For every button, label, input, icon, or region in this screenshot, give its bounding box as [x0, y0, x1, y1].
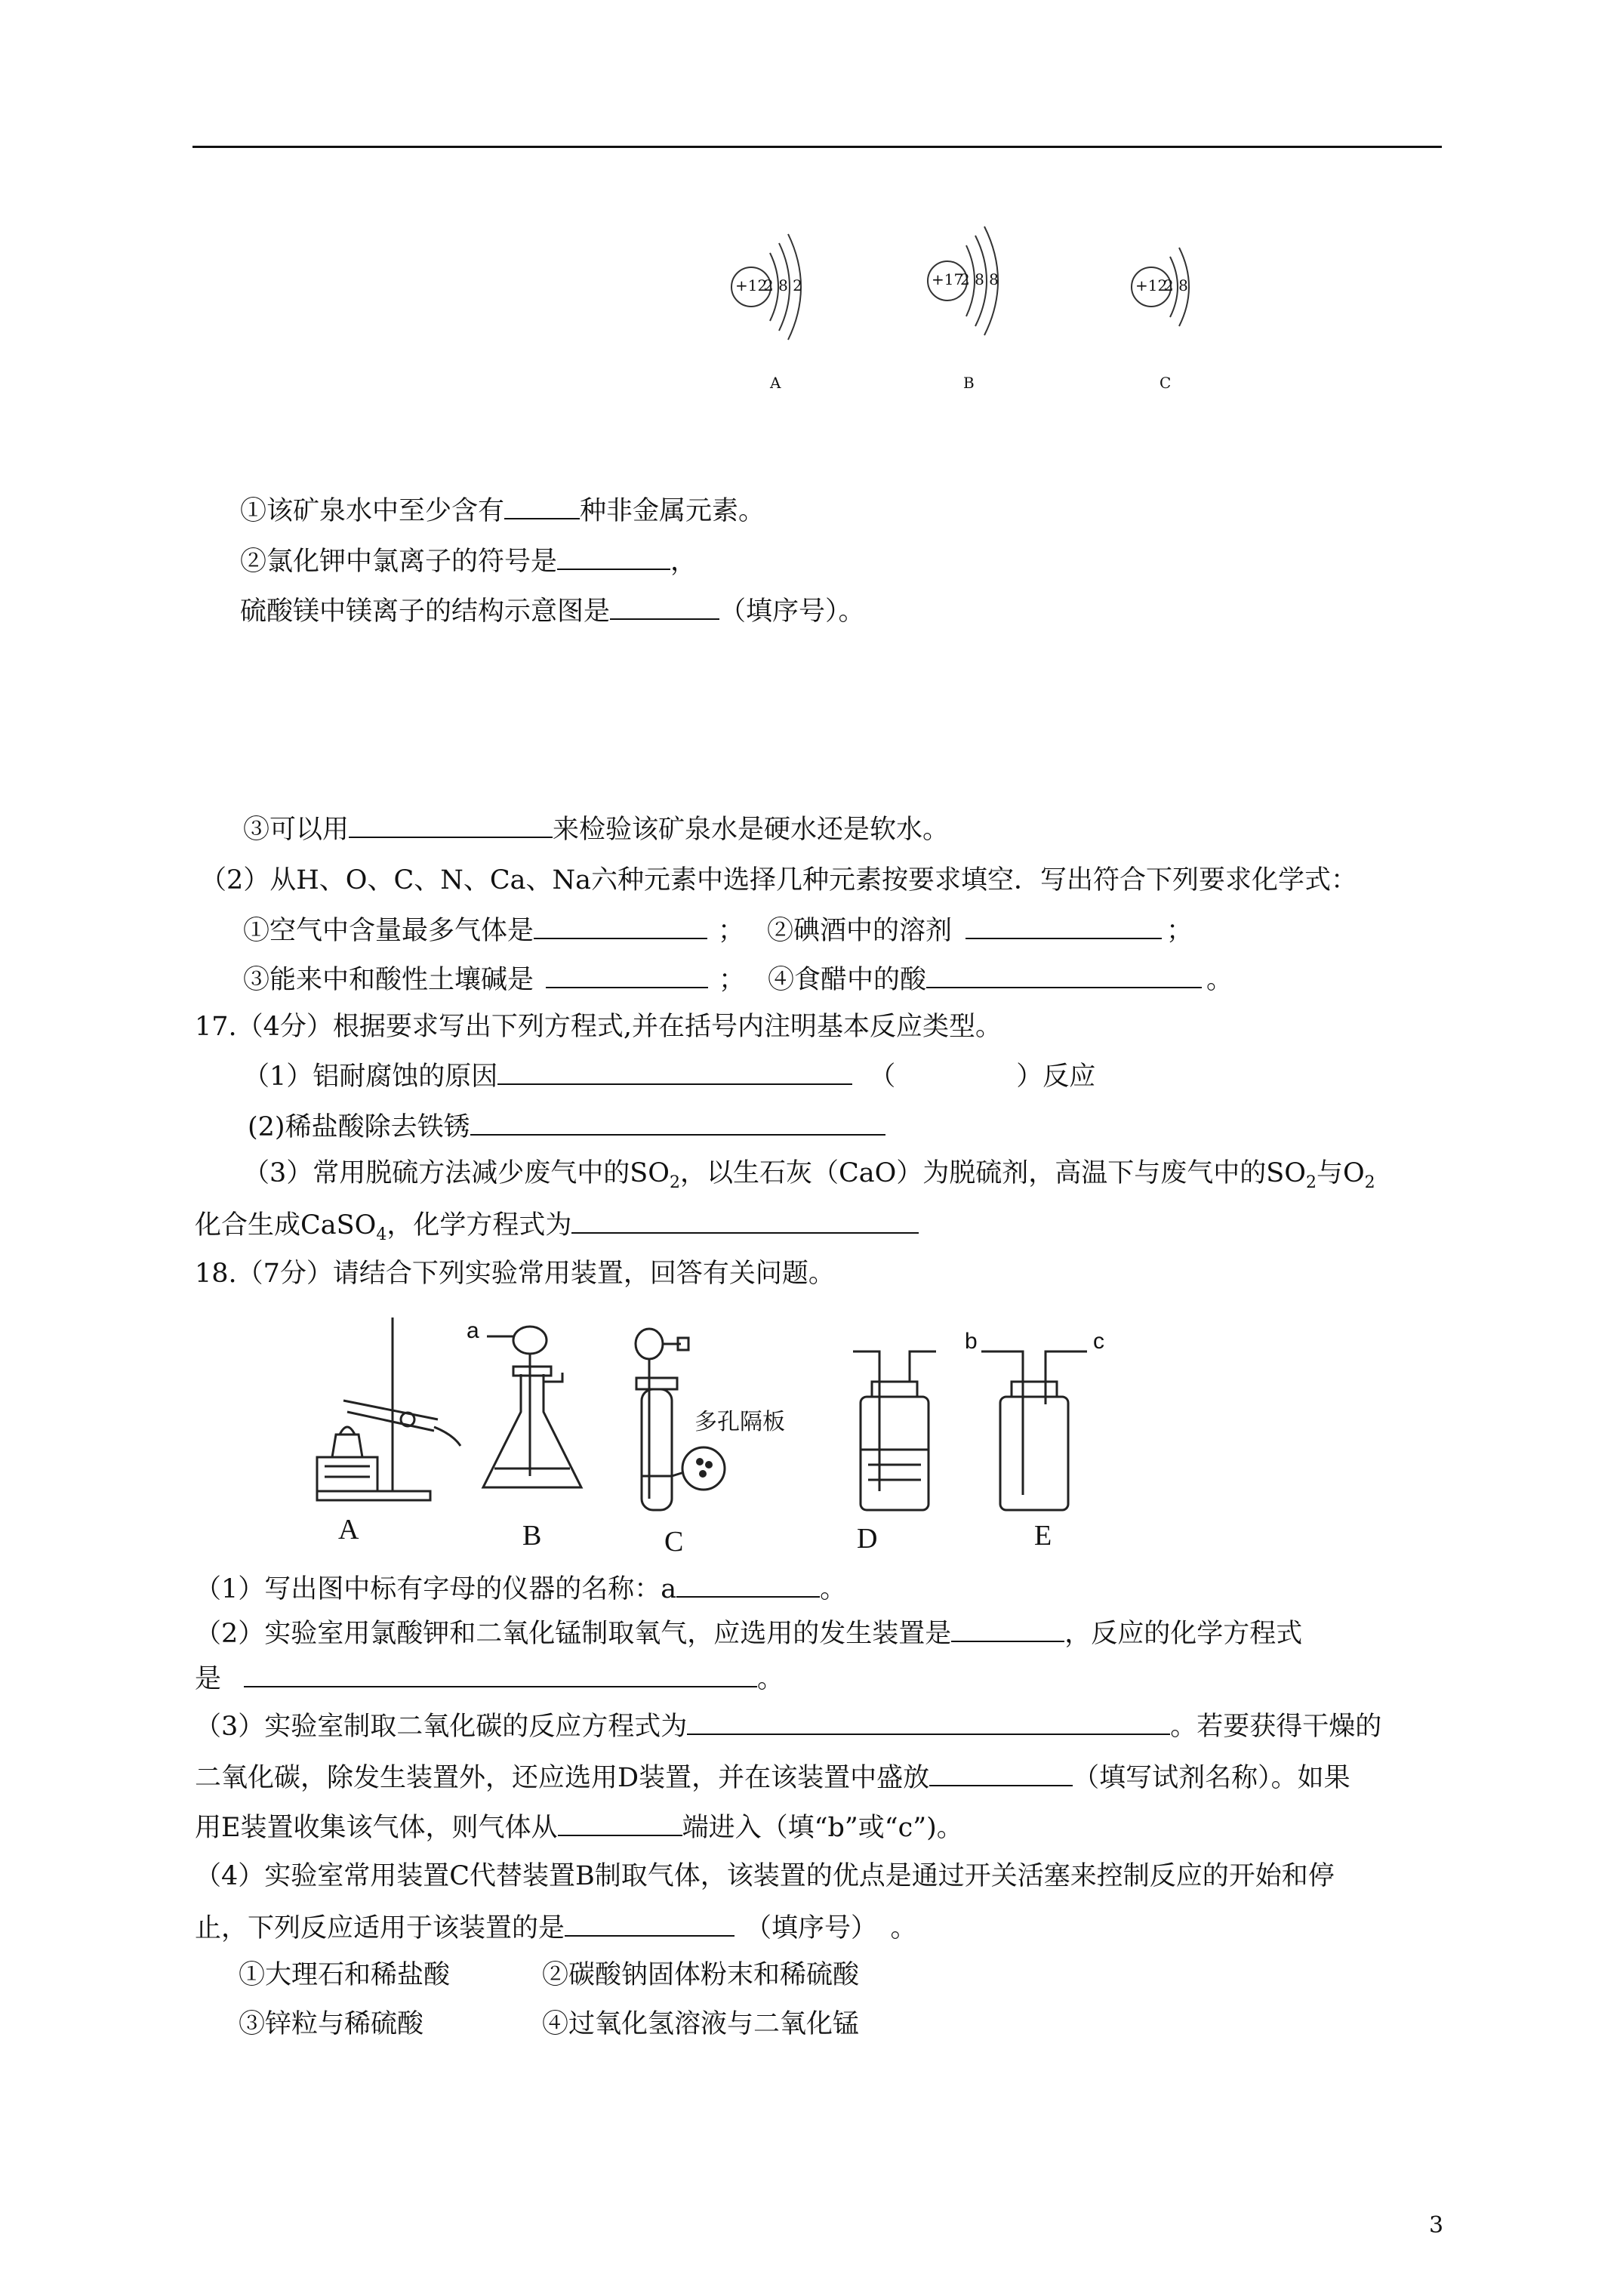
blank-suitable-reaction[interactable]	[565, 1908, 735, 1937]
sep: ；	[719, 965, 746, 995]
q18-option-3: ③锌粒与稀硫酸	[239, 2009, 424, 2039]
blank-al-equation[interactable]	[497, 1056, 852, 1085]
q17-i3-text-d: 化合生成CaSO	[195, 1210, 377, 1240]
q18-sub-4-cont	[195, 1908, 917, 1946]
apparatus-name-e: E	[1034, 1520, 1052, 1552]
blank-air-gas[interactable]	[534, 911, 707, 939]
q16-part2-intro: （2）从H、O、C、N、Ca、Na六种元素中选择几种元素按要求填空．写出符合下列要求化学式：	[200, 865, 1358, 895]
q16-p2-3-text: ③能来中和酸性土壤碱是	[243, 965, 534, 995]
apparatus-figure	[302, 1306, 1147, 1563]
blank-drying-agent[interactable]	[929, 1758, 1073, 1786]
blank-chloride-symbol[interactable]	[557, 541, 670, 570]
blank-rust-equation[interactable]	[470, 1107, 885, 1136]
q18-s4-text-b: 止，下列反应适用于该装置的是	[195, 1913, 565, 1943]
q17-i1-text: （1）铝耐腐蚀的原因	[243, 1062, 498, 1092]
page-number: 3	[1429, 2212, 1444, 2239]
q18-sub-3-cont	[195, 1758, 1350, 1796]
period: 。	[1206, 965, 1233, 995]
sub-2: 2	[1305, 1173, 1317, 1192]
q16-l3-text: 硫酸镁中镁离子的结构示意图是	[240, 596, 611, 627]
q17-item-2	[248, 1107, 885, 1145]
q18-s3-text-b: 。若要获得干燥的	[1170, 1712, 1382, 1742]
atom-diagrams	[710, 211, 1238, 396]
q16-line-1	[240, 491, 765, 529]
apparatus-label-c: c	[1093, 1329, 1104, 1354]
q16-l2-text-end: ，	[670, 547, 698, 577]
atom-diagram-svg	[710, 211, 1238, 396]
paren-open: （	[869, 1062, 896, 1092]
header-rule	[192, 146, 1442, 148]
q17-i3-text-a: （3）常用脱硫方法减少废气中的SO	[243, 1158, 670, 1188]
atom-c-shells: 2 8	[1164, 276, 1188, 294]
atom-a-label: A	[770, 374, 781, 392]
blank-instrument-name[interactable]	[676, 1569, 820, 1598]
blank-o2-generator[interactable]	[951, 1613, 1064, 1642]
q17-i2-text: (2)稀盐酸除去铁锈	[248, 1112, 470, 1142]
blank-desulfurization-equation[interactable]	[571, 1205, 919, 1234]
q18-s3-text-e: 用E装置收集该气体，则气体从	[195, 1813, 558, 1843]
q17-i3-text-e: ，化学方程式为	[387, 1210, 572, 1240]
q16-line-2	[240, 541, 697, 580]
q16-l2-text: ②氯化钾中氯离子的符号是	[240, 547, 558, 577]
q18-s4-text-c: （填序号） 。	[745, 1913, 917, 1943]
q17-i3-text-b: ，以生石灰（CaO）为脱硫剂，高温下与废气中的SO	[679, 1158, 1306, 1188]
atom-b-shells: 2 8 8	[960, 270, 999, 288]
q18-s3-text: （3）实验室制取二氧化碳的反应方程式为	[195, 1712, 688, 1742]
q18-s1-text: （1）写出图中标有字母的仪器的名称：a	[195, 1574, 677, 1604]
blank-kclo3-equation[interactable]	[244, 1659, 757, 1687]
q16-part2-row2	[243, 960, 1233, 998]
q18-title: 18.（7分）请结合下列实验常用装置，回答有关问题。	[195, 1259, 835, 1289]
sub-2: 2	[669, 1173, 680, 1192]
q18-sub-2-cont	[195, 1659, 784, 1697]
atom-c-label: C	[1160, 374, 1172, 392]
q17-i3-text-c: 与O	[1316, 1158, 1365, 1188]
q16-l4-text-end: 来检验该矿泉水是硬水还是软水。	[553, 815, 950, 845]
q18-s3-text-c: 二氧化碳，除发生装置外，还应选用D装置，并在该装置中盛放	[195, 1763, 930, 1793]
atom-a-shells: 2 8 2	[764, 276, 802, 294]
q17-i1-end: ）反应	[1016, 1062, 1096, 1092]
sub-4: 4	[376, 1225, 387, 1244]
q16-l1-text-end: 种非金属元素。	[580, 496, 765, 526]
sep: ；	[718, 916, 745, 946]
blank-al-reaction-type[interactable]	[895, 1058, 1016, 1085]
q18-sub-3	[195, 1706, 1381, 1745]
q16-part2-row1	[243, 911, 1193, 949]
atom-b-nucleus: +17	[932, 270, 964, 288]
q18-s2-text-b: ，反应的化学方程式	[1064, 1619, 1303, 1649]
sub-2: 2	[1364, 1173, 1375, 1192]
blank-vinegar-acid[interactable]	[926, 960, 1202, 988]
blank-hard-water-test[interactable]	[349, 809, 553, 838]
blank-mg-ion-diagram[interactable]	[610, 591, 719, 620]
q16-p2-1-text: ①空气中含量最多气体是	[243, 916, 534, 946]
apparatus-name-d: D	[857, 1523, 878, 1555]
q18-s3-text-d: （填写试剂名称）。如果	[1073, 1763, 1350, 1793]
q17-item-3-cont	[195, 1205, 919, 1253]
apparatus-name-a: A	[338, 1514, 359, 1546]
q16-p2-2-text: ②碘酒中的溶剂	[767, 916, 953, 946]
q16-line-4	[243, 809, 949, 848]
q16-l1-text: ①该矿泉水中至少含有	[240, 496, 505, 526]
q16-l4-text: ③可以用	[243, 815, 350, 845]
blank-co2-equation[interactable]	[687, 1706, 1170, 1735]
q18-sub-2	[195, 1613, 1302, 1652]
q18-sub-4: （4）实验室常用装置C代替装置B制取气体，该装置的优点是通过开关活塞来控制反应的开始和停	[195, 1861, 1335, 1891]
q17-item-3	[243, 1155, 1375, 1201]
blank-soil-base[interactable]	[546, 960, 708, 988]
q18-option-1: ①大理石和稀盐酸	[239, 1960, 451, 1990]
apparatus-name-b: B	[522, 1520, 542, 1552]
apparatus-name-c: C	[664, 1526, 684, 1558]
q17-title: 17.（4分）根据要求写出下列方程式,并在括号内注明基本反应类型。	[195, 1012, 1002, 1042]
atom-a-nucleus: +12	[735, 276, 768, 294]
atom-b-label: B	[963, 374, 975, 392]
q16-line-3	[240, 591, 865, 630]
q16-p2-4-text: ④食醋中的酸	[768, 965, 927, 995]
q18-s1-end: 。	[820, 1574, 847, 1604]
apparatus-label-b: b	[965, 1329, 978, 1354]
sep-end: ；	[1166, 916, 1193, 946]
porous-plate-label: 多孔隔板	[694, 1410, 785, 1435]
q16-l3-text-end: （填序号）。	[719, 596, 865, 627]
q18-option-4: ④过氧化氢溶液与二氧化锰	[542, 2009, 860, 2039]
q18-s2-text: （2）实验室用氯酸钾和二氧化锰制取氧气，应选用的发生装置是	[195, 1619, 952, 1649]
blank-nonmetal-count[interactable]	[504, 491, 580, 519]
q18-option-2: ②碳酸钠固体粉末和稀硫酸	[542, 1960, 860, 1990]
q17-item-1	[243, 1056, 1095, 1095]
q18-sub-3-cont2	[195, 1808, 963, 1846]
blank-iodine-solvent[interactable]	[965, 911, 1162, 939]
apparatus-label-a: a	[467, 1318, 479, 1343]
q18-s2-text-c: 是	[195, 1664, 222, 1694]
atom-c-nucleus: +12	[1135, 276, 1168, 294]
q18-s2-end: 。	[757, 1664, 784, 1694]
q18-s3-text-f: 端进入（填“b”或“c”)。	[682, 1813, 963, 1843]
q18-sub-1	[195, 1569, 846, 1607]
blank-gas-inlet[interactable]	[558, 1808, 682, 1836]
